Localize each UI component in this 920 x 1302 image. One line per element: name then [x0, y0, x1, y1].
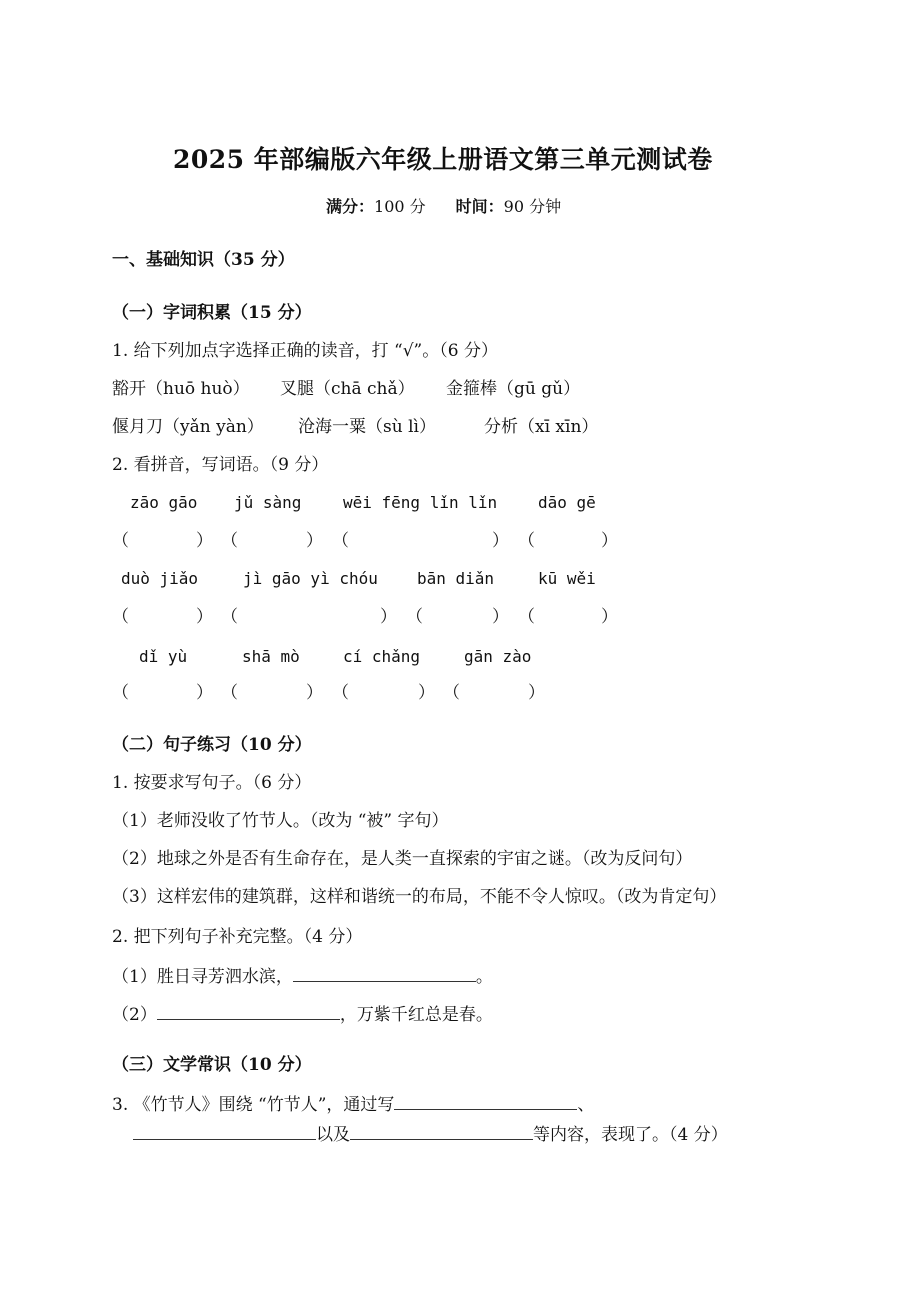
- answer-open-paren: （: [332, 531, 349, 551]
- reading-choice-item: 偃月刀（yǎn yàn）: [112, 417, 264, 437]
- section-heading-basics: 一、基础知识（35 分）: [112, 250, 295, 270]
- answer-open-paren: （: [332, 683, 349, 703]
- pinyin-prompt: jǔ sàng: [234, 493, 302, 512]
- score-label: 满分：: [326, 197, 375, 216]
- sentence-item: （3）这样宏伟的建筑群，这样和谐统一的布局，不能不令人惊叹。（改为肯定句）: [112, 887, 727, 907]
- literature-q3-line2: [133, 1121, 728, 1147]
- answer-open-paren: （: [443, 683, 460, 703]
- answer-close-paren: ）: [196, 683, 213, 703]
- reading-choice-item: 分析（xī xīn）: [484, 417, 599, 437]
- answer-open-paren: （: [221, 607, 238, 627]
- answer-close-paren: ）: [492, 607, 509, 627]
- answer-close-paren: ）: [306, 531, 323, 551]
- sentence-q2-prompt: 2. 把下列句子补充完整。（4 分）: [112, 927, 363, 947]
- answer-close-paren: ）: [196, 607, 213, 627]
- sentence-item: （1）老师没收了竹节人。（改为 “被” 字句）: [112, 811, 449, 831]
- answer-open-paren: （: [406, 607, 423, 627]
- answer-open-paren: （: [518, 531, 535, 551]
- score-value: 100 分: [374, 197, 426, 216]
- pinyin-prompt: jì gāo yì chóu: [243, 569, 378, 588]
- reading-choice-item: 沧海一粟（sù lì）: [298, 417, 436, 437]
- fill-line-2-suffix: ，万紫千红总是春。: [339, 1005, 493, 1025]
- pinyin-prompt: kū wěi: [538, 569, 596, 588]
- q3-middle: 以及: [316, 1125, 350, 1145]
- time-label: 时间：: [455, 197, 504, 216]
- pinyin-prompt: dǐ yù: [139, 647, 188, 666]
- q3-prefix: 3. 《竹节人》围绕 “竹节人”，通过写: [112, 1095, 395, 1115]
- pinyin-prompt: bān diǎn: [417, 569, 495, 588]
- pinyin-prompt: wēi fēng lǐn lǐn: [343, 493, 498, 512]
- question-1-prompt: 1. 给下列加点字选择正确的读音，打 “√”。（6 分）: [112, 341, 498, 361]
- fill-line-2: [112, 1001, 493, 1027]
- q3-separator: 、: [577, 1095, 595, 1115]
- subsection-heading-sentences: （二）句子练习（10 分）: [112, 735, 312, 755]
- answer-close-paren: ）: [196, 531, 213, 551]
- sentence-q1-prompt: 1. 按要求写句子。（6 分）: [112, 773, 312, 793]
- pinyin-prompt: gān zào: [464, 647, 532, 666]
- sentence-item: （2）地球之外是否有生命存在，是人类一直探索的宇宙之谜。（改为反问句）: [112, 849, 693, 869]
- reading-choice-item: 叉腿（chā chǎ）: [280, 379, 415, 399]
- q3-suffix: 等内容，表现了。（4 分）: [533, 1125, 728, 1145]
- answer-close-paren: ）: [492, 531, 509, 551]
- pinyin-prompt: zāo gāo: [130, 493, 198, 512]
- answer-open-paren: （: [221, 531, 238, 551]
- fill-line-1-suffix: 。: [475, 967, 493, 987]
- pinyin-prompt: shā mò: [242, 647, 300, 666]
- literature-q3-line1: [112, 1091, 594, 1117]
- answer-open-paren: （: [221, 683, 238, 703]
- answer-open-paren: （: [112, 607, 129, 627]
- fill-blank[interactable]: [350, 1121, 533, 1140]
- page-title: 2025 年部编版六年级上册语文第三单元测试卷: [173, 145, 713, 174]
- question-2-prompt: 2. 看拼音，写词语。（9 分）: [112, 455, 329, 475]
- reading-choice-item: 豁开（huō huò）: [112, 379, 250, 399]
- fill-line-1-prefix: （1）胜日寻芳泗水滨，: [112, 967, 293, 987]
- answer-close-paren: ）: [380, 607, 397, 627]
- subsection-heading-vocab: （一）字词积累（15 分）: [112, 303, 312, 323]
- answer-open-paren: （: [518, 607, 535, 627]
- fill-blank[interactable]: [293, 963, 476, 982]
- answer-open-paren: （: [112, 683, 129, 703]
- answer-close-paren: ）: [418, 683, 435, 703]
- pinyin-prompt: cí chǎng: [343, 647, 421, 666]
- fill-line-1: [112, 963, 493, 989]
- answer-close-paren: ）: [528, 683, 545, 703]
- fill-blank[interactable]: [133, 1121, 316, 1140]
- subsection-heading-literature: （三）文学常识（10 分）: [112, 1055, 312, 1075]
- exam-meta: [326, 195, 561, 219]
- reading-choice-item: 金箍棒（gū gǔ）: [446, 379, 581, 399]
- answer-open-paren: （: [112, 531, 129, 551]
- answer-close-paren: ）: [601, 607, 618, 627]
- fill-blank[interactable]: [157, 1001, 340, 1020]
- fill-blank[interactable]: [394, 1091, 577, 1110]
- pinyin-prompt: dāo gē: [538, 493, 596, 512]
- answer-close-paren: ）: [306, 683, 323, 703]
- time-value: 90 分钟: [503, 197, 562, 216]
- fill-line-2-prefix: （2）: [112, 1005, 157, 1025]
- pinyin-prompt: duò jiǎo: [121, 569, 199, 588]
- answer-close-paren: ）: [601, 531, 618, 551]
